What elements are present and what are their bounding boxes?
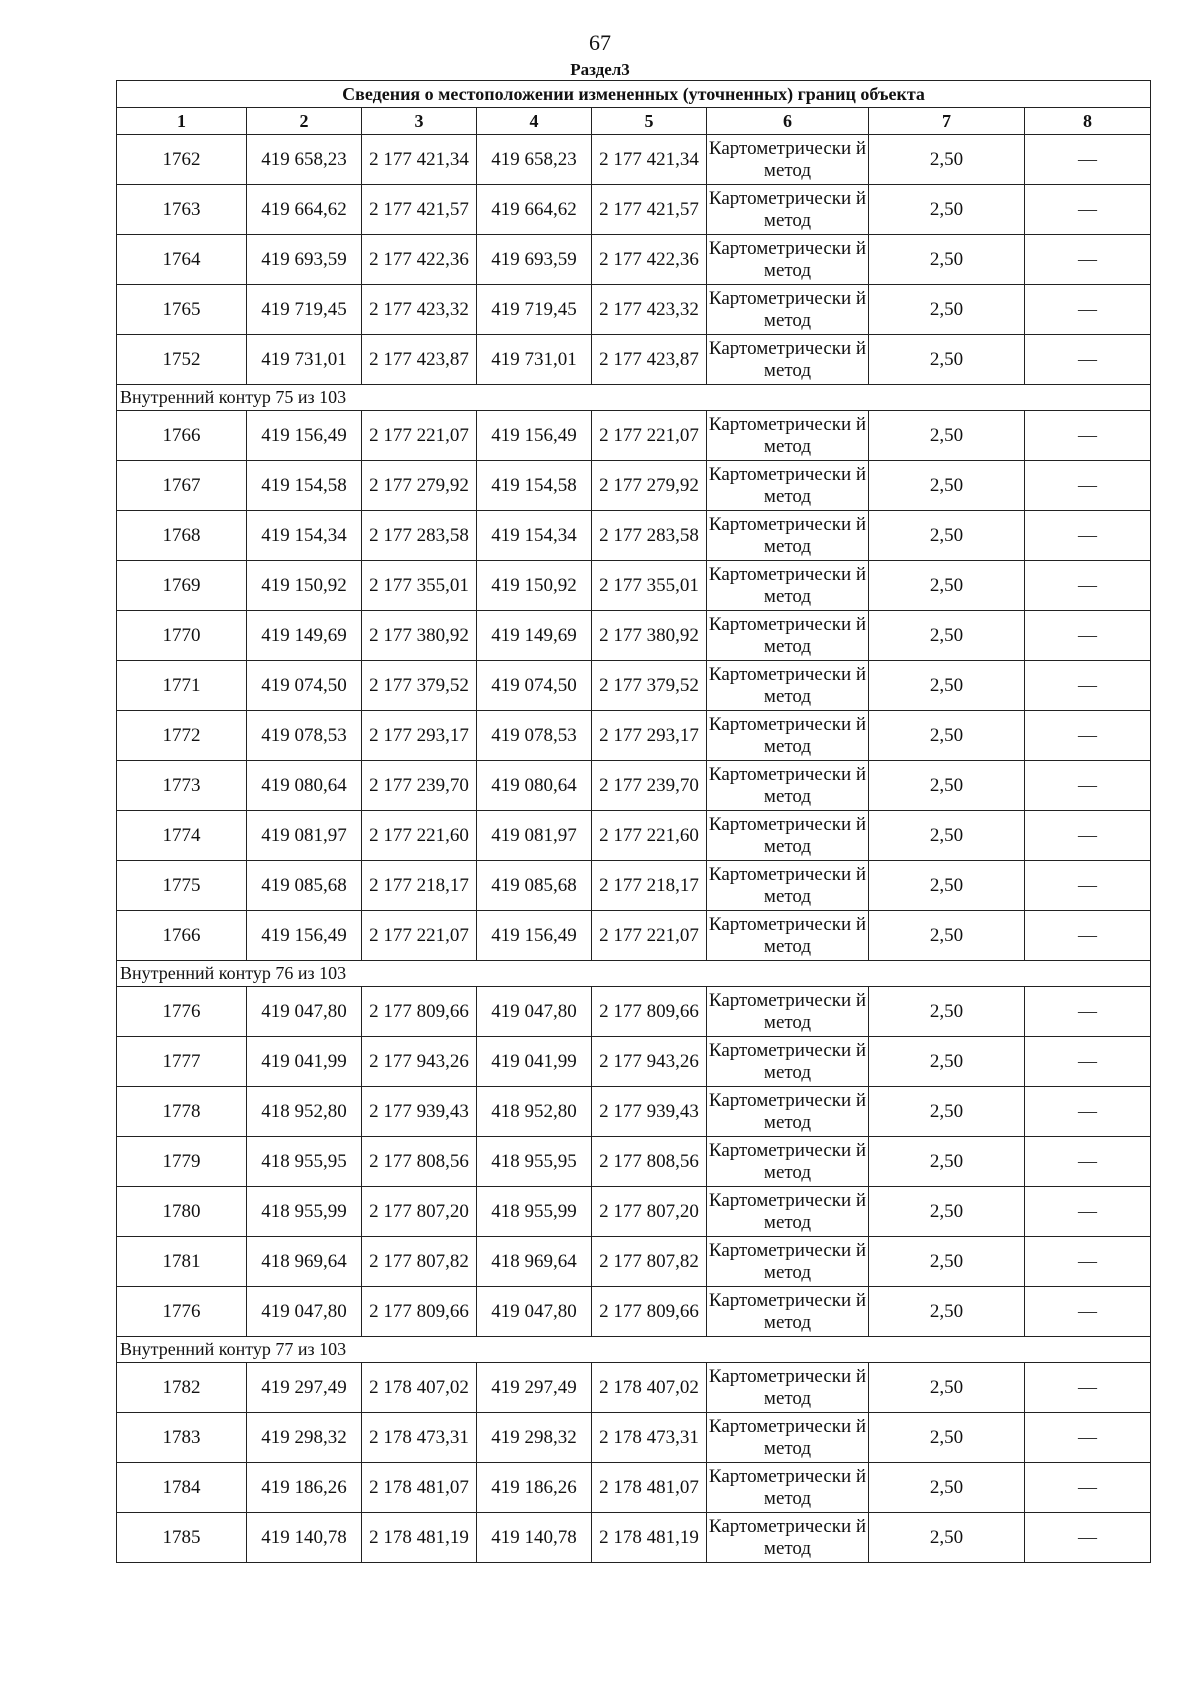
- table-cell: 2 177 809,66: [362, 987, 477, 1037]
- table-cell: 2 177 221,60: [592, 811, 707, 861]
- table-cell: Картометрически й метод: [707, 285, 869, 335]
- table-cell: 418 955,95: [247, 1137, 362, 1187]
- page-number: 67: [589, 30, 611, 55]
- table-row: [117, 185, 1151, 235]
- table-cell: 2,50: [869, 661, 1025, 711]
- table-cell: —: [1025, 1237, 1151, 1287]
- table-cell: 419 186,26: [477, 1463, 592, 1513]
- table-cell: 2,50: [869, 235, 1025, 285]
- table-cell: —: [1025, 1513, 1151, 1563]
- table-cell: Картометрически й метод: [707, 185, 869, 235]
- table-cell: 419 156,49: [247, 411, 362, 461]
- table-cell: 2 177 355,01: [362, 561, 477, 611]
- table-cell: 2 177 379,52: [592, 661, 707, 711]
- table-row: [117, 1463, 1151, 1513]
- table-cell: 419 297,49: [247, 1363, 362, 1413]
- table-row: [117, 1513, 1151, 1563]
- table-cell: 419 658,23: [247, 135, 362, 185]
- table-cell: 419 154,34: [247, 511, 362, 561]
- table-cell: 2 177 221,07: [362, 411, 477, 461]
- table-cell: 418 969,64: [247, 1237, 362, 1287]
- table-cell: 2,50: [869, 711, 1025, 761]
- table-cell: Картометрически й метод: [707, 461, 869, 511]
- table-row: [117, 135, 1151, 185]
- table-cell: 1785: [117, 1513, 247, 1563]
- contour-label: Внутренний контур 77 из 103: [117, 1337, 1151, 1363]
- table-cell: 2 177 807,82: [362, 1237, 477, 1287]
- table-cell: Картометрически й метод: [707, 135, 869, 185]
- table-cell: 419 140,78: [247, 1513, 362, 1563]
- table-cell: —: [1025, 611, 1151, 661]
- table-cell: Картометрически й метод: [707, 235, 869, 285]
- table-cell: 2 178 481,07: [592, 1463, 707, 1513]
- table-cell: 419 731,01: [477, 335, 592, 385]
- table-row: [117, 461, 1151, 511]
- table-cell: 1784: [117, 1463, 247, 1513]
- table-cell: 1778: [117, 1087, 247, 1137]
- table-cell: 419 041,99: [477, 1037, 592, 1087]
- table-cell: Картометрически й метод: [707, 1413, 869, 1463]
- table-cell: 2 177 423,32: [362, 285, 477, 335]
- table-cell: Картометрически й метод: [707, 335, 869, 385]
- table-cell: —: [1025, 1087, 1151, 1137]
- table-cell: 1762: [117, 135, 247, 185]
- table-cell: Картометрически й метод: [707, 861, 869, 911]
- table-cell: 419 074,50: [247, 661, 362, 711]
- contour-header-row: [117, 961, 1151, 987]
- table-cell: 2 177 807,20: [592, 1187, 707, 1237]
- table-cell: 418 952,80: [477, 1087, 592, 1137]
- table-cell: —: [1025, 1187, 1151, 1237]
- table-cell: Картометрически й метод: [707, 1363, 869, 1413]
- table-cell: 419 047,80: [477, 987, 592, 1037]
- table-cell: 2,50: [869, 761, 1025, 811]
- table-cell: 2 177 239,70: [362, 761, 477, 811]
- table-cell: 1777: [117, 1037, 247, 1087]
- table-cell: 1752: [117, 335, 247, 385]
- table-cell: 419 154,58: [477, 461, 592, 511]
- table-row: [117, 1237, 1151, 1287]
- table-cell: 2,50: [869, 511, 1025, 561]
- table-row: [117, 235, 1151, 285]
- table-cell: 2,50: [869, 1137, 1025, 1187]
- table-cell: 2 177 279,92: [592, 461, 707, 511]
- table-title: Сведения о местоположении измененных (уточненных) границ объекта: [117, 81, 1151, 108]
- table-cell: 2 177 239,70: [592, 761, 707, 811]
- table-row: [117, 1187, 1151, 1237]
- table-cell: 1767: [117, 461, 247, 511]
- table-cell: 2,50: [869, 1237, 1025, 1287]
- table-cell: 419 658,23: [477, 135, 592, 185]
- table-cell: 419 154,58: [247, 461, 362, 511]
- table-cell: 1768: [117, 511, 247, 561]
- table-cell: 419 298,32: [247, 1413, 362, 1463]
- table-cell: 419 154,34: [477, 511, 592, 561]
- contour-label: Внутренний контур 76 из 103: [117, 961, 1151, 987]
- table-cell: 2,50: [869, 811, 1025, 861]
- table-cell: 2 177 422,36: [592, 235, 707, 285]
- table-row: [117, 1137, 1151, 1187]
- table-cell: 418 955,99: [247, 1187, 362, 1237]
- table-cell: Картометрически й метод: [707, 511, 869, 561]
- table-cell: 2 177 943,26: [362, 1037, 477, 1087]
- table-cell: 419 719,45: [247, 285, 362, 335]
- table-cell: 419 080,64: [477, 761, 592, 811]
- table-cell: 419 731,01: [247, 335, 362, 385]
- table-cell: 419 081,97: [477, 811, 592, 861]
- table-cell: 419 719,45: [477, 285, 592, 335]
- table-cell: 2,50: [869, 335, 1025, 385]
- table-row: [117, 1413, 1151, 1463]
- table-cell: 419 150,92: [247, 561, 362, 611]
- table-cell: 2 178 407,02: [362, 1363, 477, 1413]
- table-cell: 1764: [117, 235, 247, 285]
- table-cell: 2 177 809,66: [592, 987, 707, 1037]
- table-row: [117, 1087, 1151, 1137]
- column-number-header: 8: [1025, 108, 1151, 135]
- contour-label: Внутренний контур 75 из 103: [117, 385, 1151, 411]
- table-cell: 419 297,49: [477, 1363, 592, 1413]
- table-cell: 419 078,53: [477, 711, 592, 761]
- table-cell: Картометрически й метод: [707, 1137, 869, 1187]
- table-cell: 419 085,68: [477, 861, 592, 911]
- table-cell: 418 955,95: [477, 1137, 592, 1187]
- table-cell: —: [1025, 135, 1151, 185]
- table-cell: 2 177 221,07: [592, 411, 707, 461]
- table-cell: Картометрически й метод: [707, 561, 869, 611]
- contour-header-row: [117, 385, 1151, 411]
- table-row: [117, 1363, 1151, 1413]
- table-cell: 2,50: [869, 135, 1025, 185]
- table-cell: 419 047,80: [477, 1287, 592, 1337]
- table-cell: 418 969,64: [477, 1237, 592, 1287]
- table-row: [117, 411, 1151, 461]
- table-cell: 1780: [117, 1187, 247, 1237]
- table-cell: 2 177 221,07: [592, 911, 707, 961]
- table-cell: Картометрически й метод: [707, 1037, 869, 1087]
- table-row: [117, 761, 1151, 811]
- table-cell: Картометрически й метод: [707, 611, 869, 661]
- table-cell: 2 177 293,17: [592, 711, 707, 761]
- table-cell: 1773: [117, 761, 247, 811]
- table-cell: 2,50: [869, 285, 1025, 335]
- table-cell: Картометрически й метод: [707, 1187, 869, 1237]
- table-cell: Картометрически й метод: [707, 711, 869, 761]
- column-number-header: 6: [707, 108, 869, 135]
- table-cell: Картометрически й метод: [707, 1087, 869, 1137]
- table-cell: —: [1025, 1037, 1151, 1087]
- table-cell: 2 177 218,17: [592, 861, 707, 911]
- table-cell: —: [1025, 561, 1151, 611]
- contour-header-row: [117, 1337, 1151, 1363]
- column-number-header: 2: [247, 108, 362, 135]
- table-cell: —: [1025, 1413, 1151, 1463]
- table-cell: 419 041,99: [247, 1037, 362, 1087]
- table-cell: 2 177 423,32: [592, 285, 707, 335]
- table-cell: 2 177 379,52: [362, 661, 477, 711]
- table-cell: 2,50: [869, 987, 1025, 1037]
- table-cell: Картометрически й метод: [707, 1237, 869, 1287]
- table-row: [117, 811, 1151, 861]
- table-cell: 2 177 221,07: [362, 911, 477, 961]
- table-cell: 2 177 423,87: [592, 335, 707, 385]
- column-number-header: 7: [869, 108, 1025, 135]
- table-cell: 2 177 423,87: [362, 335, 477, 385]
- table-row: [117, 661, 1151, 711]
- table-row: [117, 987, 1151, 1037]
- table-cell: —: [1025, 987, 1151, 1037]
- table-cell: 418 955,99: [477, 1187, 592, 1237]
- table-cell: 2 177 809,66: [592, 1287, 707, 1337]
- table-cell: 2,50: [869, 561, 1025, 611]
- table-cell: 1776: [117, 987, 247, 1037]
- table-cell: 2 178 473,31: [362, 1413, 477, 1463]
- table-cell: 1783: [117, 1413, 247, 1463]
- table-cell: 2 177 939,43: [592, 1087, 707, 1137]
- table-cell: —: [1025, 1463, 1151, 1513]
- table-row: [117, 285, 1151, 335]
- table-cell: 419 149,69: [477, 611, 592, 661]
- table-cell: —: [1025, 1137, 1151, 1187]
- table-cell: 2,50: [869, 1187, 1025, 1237]
- table-cell: 2,50: [869, 611, 1025, 661]
- table-cell: 419 047,80: [247, 987, 362, 1037]
- table-cell: 419 156,49: [477, 911, 592, 961]
- table-cell: 2,50: [869, 1287, 1025, 1337]
- table-cell: 1776: [117, 1287, 247, 1337]
- section-title: Раздел3: [570, 60, 630, 79]
- table-cell: 1775: [117, 861, 247, 911]
- table-row: [117, 1287, 1151, 1337]
- table-cell: 2 178 407,02: [592, 1363, 707, 1413]
- table-cell: 419 693,59: [247, 235, 362, 285]
- table-cell: 2 178 473,31: [592, 1413, 707, 1463]
- table-cell: 419 664,62: [477, 185, 592, 235]
- table-cell: —: [1025, 1363, 1151, 1413]
- table-cell: 419 047,80: [247, 1287, 362, 1337]
- table-cell: 1763: [117, 185, 247, 235]
- table-cell: 418 952,80: [247, 1087, 362, 1137]
- table-cell: 2 177 221,60: [362, 811, 477, 861]
- table-cell: —: [1025, 711, 1151, 761]
- table-cell: 2 177 355,01: [592, 561, 707, 611]
- table-cell: 2 177 421,57: [362, 185, 477, 235]
- table-cell: 2 177 421,57: [592, 185, 707, 235]
- table-cell: 2,50: [869, 1087, 1025, 1137]
- table-cell: Картометрически й метод: [707, 761, 869, 811]
- boundary-coordinates-table: [116, 80, 1151, 1563]
- table-cell: 1774: [117, 811, 247, 861]
- table-cell: 419 298,32: [477, 1413, 592, 1463]
- column-number-header: 3: [362, 108, 477, 135]
- table-row: [117, 335, 1151, 385]
- table-cell: 419 693,59: [477, 235, 592, 285]
- table-cell: 419 081,97: [247, 811, 362, 861]
- table-cell: Картометрически й метод: [707, 1287, 869, 1337]
- table-cell: 2 178 481,07: [362, 1463, 477, 1513]
- table-cell: 2,50: [869, 1037, 1025, 1087]
- table-cell: 1766: [117, 911, 247, 961]
- table-cell: 419 140,78: [477, 1513, 592, 1563]
- table-cell: 2 177 809,66: [362, 1287, 477, 1337]
- table-cell: 2 177 808,56: [592, 1137, 707, 1187]
- column-number-header: 5: [592, 108, 707, 135]
- table-cell: 1779: [117, 1137, 247, 1187]
- table-cell: 2,50: [869, 185, 1025, 235]
- table-cell: —: [1025, 511, 1151, 561]
- table-cell: 1771: [117, 661, 247, 711]
- table-cell: Картометрически й метод: [707, 1513, 869, 1563]
- table-cell: 2,50: [869, 1413, 1025, 1463]
- table-cell: Картометрически й метод: [707, 911, 869, 961]
- table-cell: 419 186,26: [247, 1463, 362, 1513]
- table-cell: 1770: [117, 611, 247, 661]
- table-cell: —: [1025, 411, 1151, 461]
- table-cell: 2 177 283,58: [362, 511, 477, 561]
- table-cell: 2,50: [869, 1513, 1025, 1563]
- table-cell: Картометрически й метод: [707, 411, 869, 461]
- table-cell: —: [1025, 911, 1151, 961]
- table-cell: —: [1025, 661, 1151, 711]
- table-cell: 419 156,49: [247, 911, 362, 961]
- table-cell: 1765: [117, 285, 247, 335]
- table-cell: Картометрически й метод: [707, 661, 869, 711]
- table-cell: 419 664,62: [247, 185, 362, 235]
- table-cell: 2 177 283,58: [592, 511, 707, 561]
- table-cell: —: [1025, 335, 1151, 385]
- column-number-header: 1: [117, 108, 247, 135]
- table-cell: 2 177 380,92: [362, 611, 477, 661]
- table-cell: 2,50: [869, 411, 1025, 461]
- table-cell: Картометрически й метод: [707, 987, 869, 1037]
- table-cell: 2 177 279,92: [362, 461, 477, 511]
- table-cell: 2 177 218,17: [362, 861, 477, 911]
- table-cell: 2 177 939,43: [362, 1087, 477, 1137]
- table-cell: 419 156,49: [477, 411, 592, 461]
- table-cell: 2,50: [869, 911, 1025, 961]
- table-cell: 1772: [117, 711, 247, 761]
- table-cell: —: [1025, 1287, 1151, 1337]
- table-cell: —: [1025, 235, 1151, 285]
- table-row: [117, 711, 1151, 761]
- table-cell: —: [1025, 285, 1151, 335]
- table-row: [117, 861, 1151, 911]
- table-cell: 2 177 293,17: [362, 711, 477, 761]
- table-cell: —: [1025, 461, 1151, 511]
- table-cell: —: [1025, 861, 1151, 911]
- table-cell: 2 178 481,19: [592, 1513, 707, 1563]
- table-cell: 2 177 807,82: [592, 1237, 707, 1287]
- table-cell: 419 149,69: [247, 611, 362, 661]
- table-cell: —: [1025, 761, 1151, 811]
- table-cell: 2,50: [869, 1363, 1025, 1413]
- table-cell: 2 177 422,36: [362, 235, 477, 285]
- table-cell: 419 078,53: [247, 711, 362, 761]
- table-cell: 1782: [117, 1363, 247, 1413]
- table-cell: 2,50: [869, 861, 1025, 911]
- table-cell: 419 080,64: [247, 761, 362, 811]
- table-cell: 2 177 421,34: [592, 135, 707, 185]
- table-cell: 2 178 481,19: [362, 1513, 477, 1563]
- table-cell: Картометрически й метод: [707, 811, 869, 861]
- table-cell: 2,50: [869, 461, 1025, 511]
- table-cell: 419 150,92: [477, 561, 592, 611]
- table-cell: 2 177 943,26: [592, 1037, 707, 1087]
- table-cell: Картометрически й метод: [707, 1463, 869, 1513]
- table-cell: 2 177 421,34: [362, 135, 477, 185]
- table-cell: 2,50: [869, 1463, 1025, 1513]
- table-row: [117, 911, 1151, 961]
- table-cell: —: [1025, 185, 1151, 235]
- column-number-header: 4: [477, 108, 592, 135]
- table-row: [117, 561, 1151, 611]
- table-cell: —: [1025, 811, 1151, 861]
- table-row: [117, 511, 1151, 561]
- table-cell: 419 074,50: [477, 661, 592, 711]
- table-row: [117, 611, 1151, 661]
- table-cell: 419 085,68: [247, 861, 362, 911]
- table-cell: 2 177 380,92: [592, 611, 707, 661]
- table-cell: 1781: [117, 1237, 247, 1287]
- table-cell: 2 177 808,56: [362, 1137, 477, 1187]
- table-row: [117, 1037, 1151, 1087]
- table-cell: 1766: [117, 411, 247, 461]
- table-cell: 2 177 807,20: [362, 1187, 477, 1237]
- table-cell: 1769: [117, 561, 247, 611]
